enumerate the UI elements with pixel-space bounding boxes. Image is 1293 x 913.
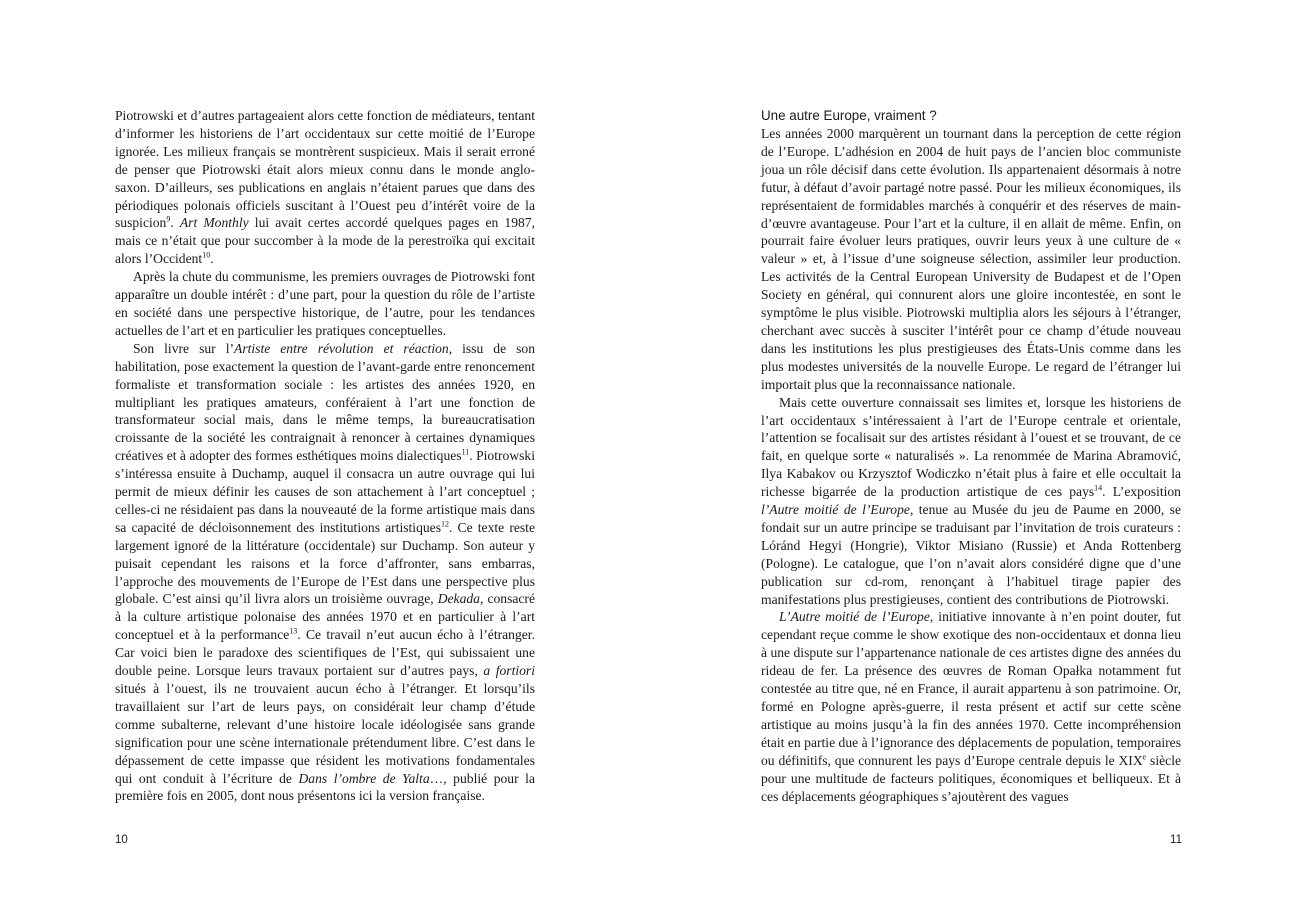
text-run: lui avait certes accordé quelques pages en 1987, mais ce n’était que pour succomber à la mode de la perestroïka qui excitait alors l’Occident [115,215,536,267]
right-body-text [761,107,1181,805]
text-run: Son livre sur l’ [133,340,235,356]
text-run: Piotrowski et d’autres partageaient alors cette fonction de médiateurs, tentant d’informer les historiens de l’art occidentaux sur cette moitié de l’Europe ignorée. Les milieux français se montrèrent suspicieux. Mais il serait erroné de penser que Piotrowski était alors mieux connu dans le monde anglo-saxon. D’ailleurs, ses publications en anglais n’étaient parues que dans des périodiques polonais officiels suscitant à l’Ouest peu d’intérêt voire de la suspicion [115,108,535,231]
right-paragraph-1 [761,125,1181,394]
left-paragraph-1 [115,107,535,268]
text-run: . [210,251,214,267]
text-run: Les années 2000 marquèrent un tournant dans la perception de cette région de l’Europe. L’adhésion en 2004 de huit pays de l’ancien bloc communiste joua un rôle décisif dans cette évolution. Ils appartenaient désormais à notre futur, à défaut d’avoir partagé notre passé. Pour les milieux économiques, ils représentaient de formidables marchés à conquérir et des réserves de main-d’œuvre avantageuse. Pour l’art et la culture, il en allait de même. Enfin, on pourrait faire évoluer leurs pratiques, ouvrir leurs yeux à une culture de « valeur » et, à l’issue d’une soigneuse sélection, assimiler leur production. Les activités de la Central European University de Budapest et de l’Open Society en général, qui connurent alors une gloire incontestée, en sont le symptôme le plus visible. Piotrowski multiplia alors les séjours à l’étranger, cherchant avec succès à susciter l’intérêt pour ce champ d’étude nouveau dans les institutions les plus prestigieuses des États-Unis comme dans les plus modestes universités de la nouvelle Europe. Le regard de l’étranger lui importait plus que la reconnaissance nationale. [761,126,1181,392]
italic-title: l’Autre moitié de l’Europe [761,502,910,518]
footnote-ref: 9 [166,214,171,224]
left-page [0,0,646,913]
italic-title: Dans l’ombre de Yalta [298,770,430,786]
text-run: . Ce texte reste largement ignoré de la littérature (occidentale) sur Duchamp. Son auteur y puisait cependant les raisons et la force d’affronter, sans embarras, l’approche des mouvements de l’Europe de l’Est dans une perspective plus globale. C’est ainsi qu’il livra alors un troisième ouvrage, [115,519,535,607]
text-run: …, publié pour la première fois en 2005, dont nous présentons ici la version française. [115,770,535,804]
italic-title: Dekada, [437,591,484,607]
text-run: Après la chute du communisme, les premiers ouvrages de Piotrowski font apparaître un double intérêt : d’une part, pour la question du rôle de l’artiste en société dans une perspective historique, de l’autre, pour les tendances actuelles de l’art et en particulier les pratiques conceptuelles. [115,269,535,338]
text-run: siècle pour une multitude de facteurs politiques, économiques et belliqueux. Et à ces déplacements géographiques s’ajoutèrent des vagues [761,752,1181,804]
left-body-text [115,107,535,805]
footnote-ref: 10 [202,250,211,260]
footnote-ref: 13 [289,626,298,636]
italic-title: Art Monthly [179,215,249,231]
italic-title: a fortiori [483,663,535,679]
page-number-right: 11 [1170,834,1182,846]
text-run: consacré à la culture artistique polonaise des années 1970 et en particulier à l’art conceptuel et à la performance [115,591,535,643]
text-run: initiative innovante à n’en point douter, fut cependant reçue comme le show exotique des non-occidentaux et donna lieu à une dispute sur l’appartenance nationale de ces artistes digne des années du rideau de fer. La présence des œuvres de Roman Opałka notamment fut contestée au titre que, né en France, il aurait appartenu à son patrimoine. Or, formé en Pologne après-guerre, il resta présent et actif sur cette scène artistique au moins jusqu’à la fin des années 1970. Cette incompréhension était en partie due à l’ignorance des déplacements de population, temporaires ou définitifs, que connurent les pays d’Europe centrale depuis le XIX [761,609,1182,768]
footnote-ref: e [1142,752,1147,762]
footnote-ref: 12 [441,519,450,529]
text-run: . [170,215,180,231]
right-page [646,0,1293,913]
section-heading: Une autre Europe, vraiment ? [761,108,937,123]
right-paragraph-3 [761,608,1181,805]
page-number-left: 10 [115,834,128,846]
footnote-ref: 14 [1094,483,1103,493]
text-run: . Piotrowski s’intéressa ensuite à Duchamp, auquel il consacra un autre ouvrage qui lui permit de mieux définir les causes de son attachement à l’art conceptuel ; celles-ci ne résidaient pas dans la nouveauté de la forme artistique mais dans sa capacité de décloisonnement des institutions artistiques [115,448,535,535]
text-run: situés à l’ouest, ils ne trouvaient aucun écho à l’étranger. Et lorsqu’ils travaillaient sur l’art de leurs pays, on considérait leur champ d’étude comme subalterne, relevant d’une histoire locale idéologisée sans grande signification pour une scène internationale prétendument libre. C’est dans le dépassement de cette impasse que résident les motivations fondamentales qui ont conduit à l’écriture de [115,681,535,786]
italic-title: L’Autre moitié de l’Europe, [779,609,934,625]
text-run: . L’exposition [1102,484,1181,500]
text-run: . Ce travail n’eut aucun écho à l’étranger. Car voici bien le paradoxe des scientifiques de l’Est, qui subissaient une double peine. Lorsque leurs travaux portaient sur d’autres pays, [115,627,535,679]
italic-title: Artiste entre révolution et réaction [234,340,449,356]
text-run: , tenue au Musée du jeu de Paume en 2000, se fondait sur un autre principe se traduisant par l’invitation de trois curateurs : Lóránd Hegyi (Hongrie), Viktor Misiano (Russie) et Anda Rottenberg (Pologne). Le catalogue, que l’on n’avait alors considéré digne que d’une publication sur cd-rom, renonçant à l’habituel tirage papier des manifestations plus prestigieuses, contient des contributions de Piotrowski. [761,502,1181,607]
footnote-ref: 11 [461,447,470,457]
left-paragraph-2 [115,268,535,340]
right-paragraph-2 [761,394,1181,609]
left-paragraph-3 [115,340,535,806]
text-run: Mais cette ouverture connaissait ses limites et, lorsque les historiens de l’art occidentaux s’intéressaient à l’art de l’Europe centrale et orientale, l’attention se focalisait sur des artistes résidant à l’ouest et se trouvant, de ce fait, en quelque sorte « naturalisés ». La renommée de Marina Abramović, Ilya Kabakov ou Krzysztof Wodiczko n’était plus à faire et elle occultait la richesse bigarrée de la production artistique de ces pays [761,394,1181,500]
text-run: , issu de son habilitation, pose exactement la question de l’avant-garde entre renoncement formaliste et transformation sociale : les artistes des années 1920, en multipliant les pratiques amateurs, conféraient à l’art une fonction de transformateur social mais, dans le même temps, la bureaucratisation croissante de la société les contraignait à renoncer à certaines dynamiques créatives et à adopter des formes esthétiques moins dialectiques [115,340,535,464]
